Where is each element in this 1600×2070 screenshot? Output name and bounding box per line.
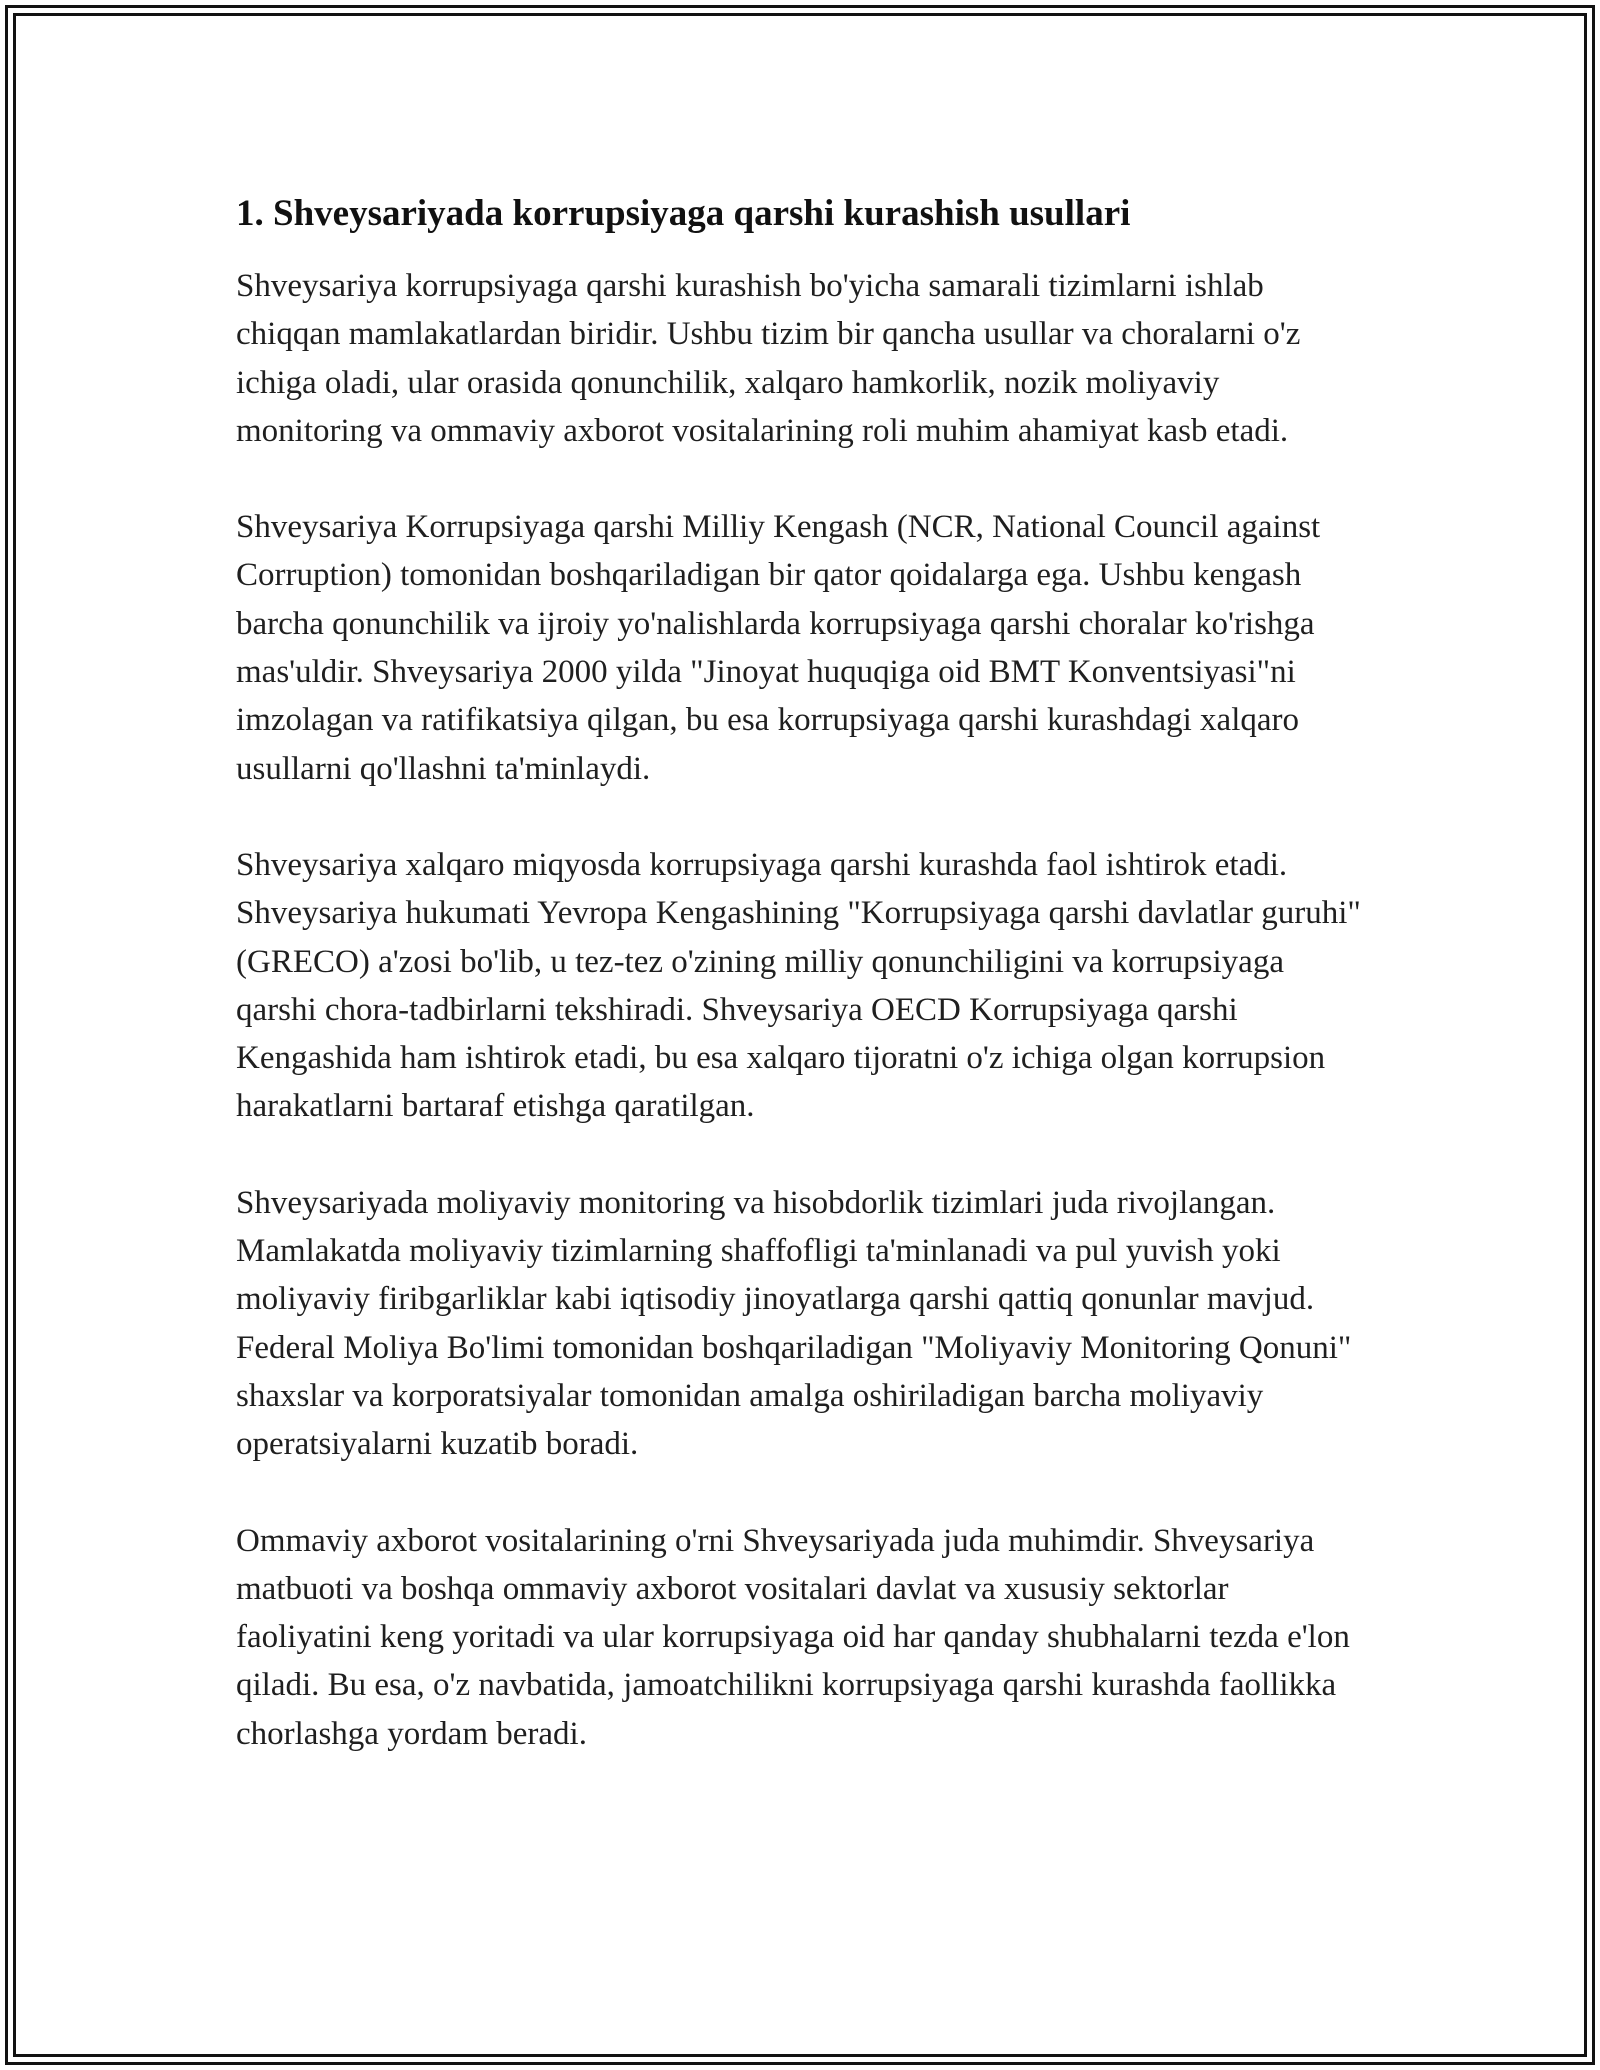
paragraph-national-council: Shveysariya Korrupsiyaga qarshi Milliy Kengash (NCR, National Council against Corruption) tomonidan boshqariladigan bir qator qoidalarga ega. Ushbu kengash barcha qonunchilik va ijroiy yo'nalishlarda korrupsiyaga qarshi choralar ko'rishga mas'uldir. Shveysariya 2000 yilda "Jinoyat huquqiga oid BMT Konventsiyasi"ni imzolagan va ratifikatsiya qilgan, bu esa korrupsiyaga qarshi kurashdagi xalqaro usullarni qo'llashni ta'minlaydi. xyxy=(236,509,1321,787)
paragraph-financial-monitoring: Shveysariyada moliyaviy monitoring va hisobdorlik tizimlari juda rivojlangan. Mamlakatda moliyaviy tizimlarning shaffofligi ta'minlanadi va pul yuvish yoki moliyaviy firibgarliklar kabi iqtisodiy jinoyatlarga qarshi qattiq qonunlar mavjud. Federal Moliya Bo'limi tomonidan boshqariladigan "Moliyaviy Monitoring Qonuni" shaxslar va korporatsiyalar tomonidan amalga oshiriladigan barcha moliyaviy operatsiyalarni kuzatib boradi. xyxy=(236,1184,1352,1463)
paragraph-international-cooperation: Shveysariya xalqaro miqyosda korrupsiyaga qarshi kurashda faol ishtirok etadi. Shveysariya hukumati Yevropa Kengashining "Korrupsiyaga qarshi davlatlar guruhi" (GRECO) a'zosi bo'lib, u tez-tez o'zining milliy qonunchiligini va korrupsiyaga qarshi chora-tadbirlarni tekshiradi. Shveysariya OECD Korrupsiyaga qarshi Kengashida ham ishtirok etadi, bu esa xalqaro tijoratni o'z ichiga olgan korrupsion harakatlarni bartaraf etishga qaratilgan. xyxy=(236,846,1361,1125)
paragraph-mass-media: Ommaviy axborot vositalarining o'rni Shveysariyada juda muhimdir. Shveysariya matbuoti va boshqa ommaviy axborot vositalari davlat va xususiy sektorlar faoliyatini keng yoritadi va ular korrupsiyaga oid har qanday shubhalarni tezda e'lon qiladi. Bu esa, o'z navbatida, jamoatchilikni korrupsiyaga qarshi kurashda faollikka chorlashga yordam beradi. xyxy=(236,1522,1350,1752)
document-body xyxy=(236,186,1366,1758)
section-heading: 1. Shveysariyada korrupsiyaga qarshi kurashish usullari xyxy=(236,193,1131,234)
paragraph-intro: Shveysariya korrupsiyaga qarshi kurashish bo'yicha samarali tizimlarni ishlab chiqqan mamlakatlardan biridir. Ushbu tizim bir qancha usullar va choralarni o'z ichiga oladi, ular orasida qonunchilik, xalqaro hamkorlik, nozik moliyaviy monitoring va ommaviy axborot vositalarining roli muhim ahamiyat kasb etadi. xyxy=(236,268,1301,449)
